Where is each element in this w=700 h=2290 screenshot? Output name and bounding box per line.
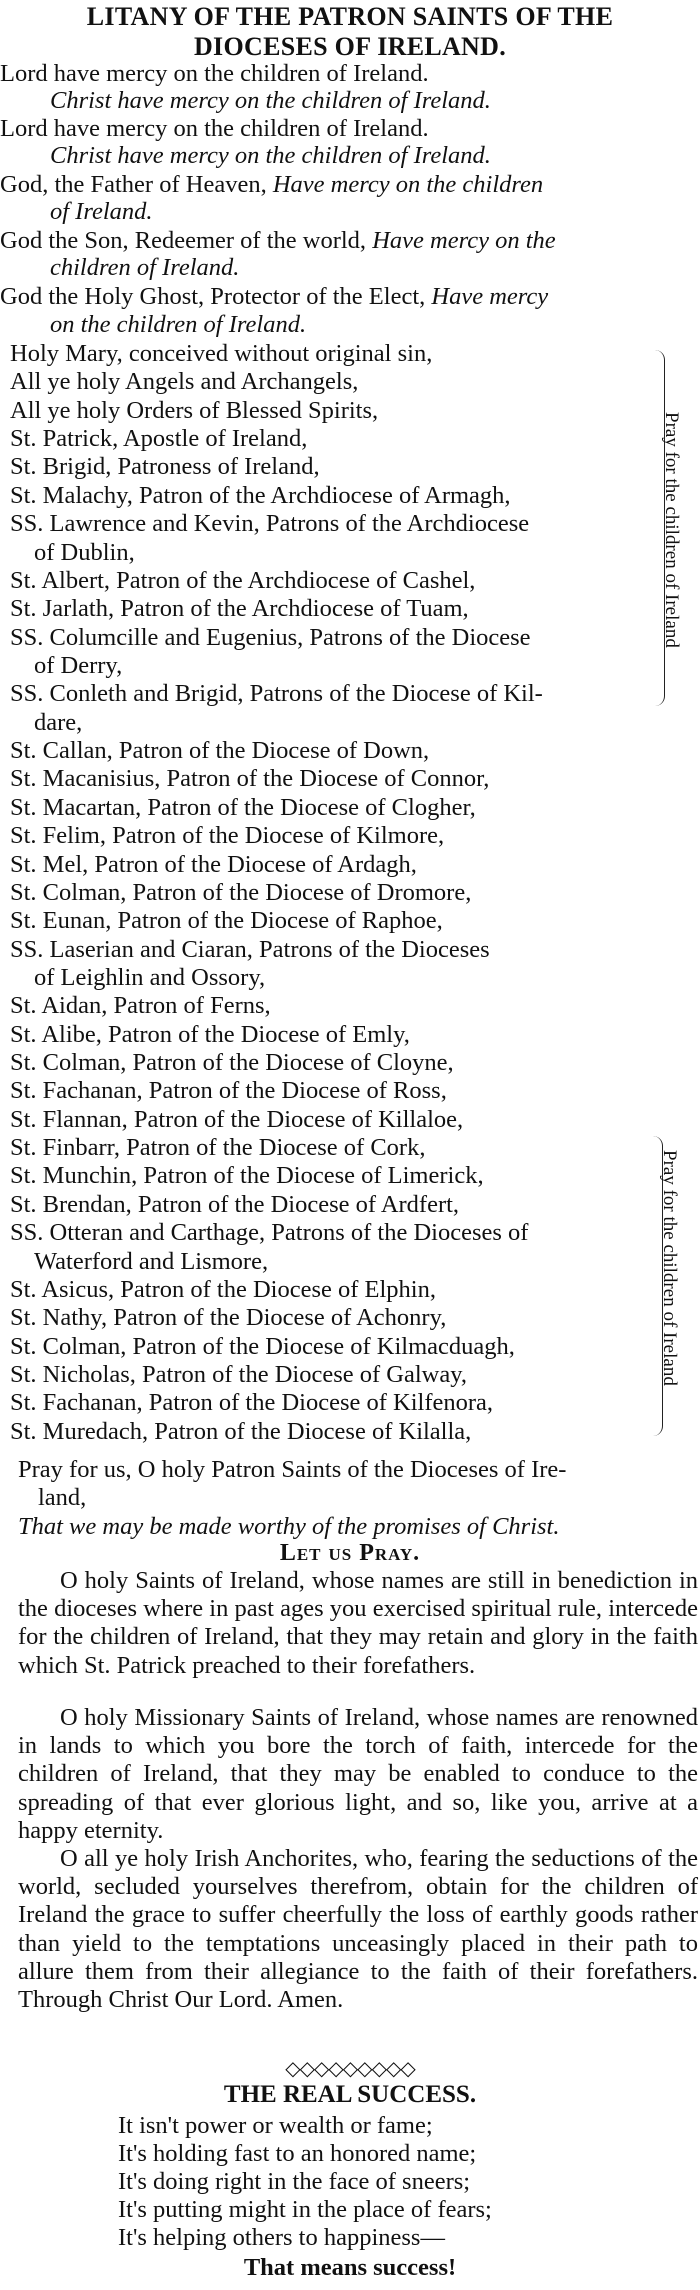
saint-line: SS. Otteran and Carthage, Patrons of the Dioceses of: [10, 1219, 529, 1247]
saint-line: St. Flannan, Patron of the Diocese of Killaloe,: [10, 1105, 464, 1133]
invocation-line: [0, 283, 548, 311]
saint-line: St. Eunan, Patron of the Diocese of Raphoe,: [10, 907, 443, 935]
saint-line: St. Finbarr, Patron of the Diocese of Cork,: [10, 1134, 426, 1162]
poem-line: It's holding fast to an honored name;: [118, 2140, 477, 2167]
invocation-line: [50, 311, 306, 339]
invocation-line: [0, 171, 543, 199]
saint-line: St. Nicholas, Patron of the Diocese of Galway,: [10, 1361, 467, 1388]
title-line-2: DIOCESES OF IRELAND.: [193, 32, 507, 61]
invocation-text: Lord have mercy on the children of Ireland.: [0, 60, 429, 87]
invocation-response: Christ have mercy on the children of Ireland.: [50, 87, 491, 114]
saint-line: St. Alibe, Patron of the Diocese of Emly,: [10, 1020, 410, 1048]
prayer-heading: Let us Pray.: [279, 1540, 421, 1566]
saint-line: St. Felim, Patron of the Diocese of Kilmore,: [10, 822, 445, 850]
saint-line: St. Macanisius, Patron of the Diocese of Connor,: [10, 765, 490, 793]
saint-line: St. Aidan, Patron of Ferns,: [10, 992, 271, 1020]
invocation-response: Have mercy on the children: [272, 171, 544, 198]
saint-line: St. Colman, Patron of the Diocese of Cloyne,: [10, 1049, 454, 1076]
prayer-paragraph-1: O holy Saints of Ireland, whose names are still in benediction in the dioceses where in past ages you exercised spiritual rule, intercede for the children of Ireland, that they may retain and glory in the faith which St. Patrick preached to their forefathers.: [18, 1567, 698, 1679]
saint-line-continuation: Waterford and Lismore,: [34, 1247, 269, 1275]
saint-line: St. Albert, Patron of the Archdiocese of Cashel,: [10, 566, 476, 594]
saint-line-continuation: of Dublin,: [34, 538, 135, 566]
saint-line: SS. Conleth and Brigid, Patrons of the Diocese of Kil-: [10, 680, 543, 708]
poem-final-line: That means success!: [243, 2254, 457, 2281]
saint-line: St. Callan, Patron of the Diocese of Down,: [10, 737, 430, 764]
saint-line: SS. Columcille and Eugenius, Patrons of the Diocese: [10, 623, 531, 651]
saint-line: St. Muredach, Patron of the Diocese of Kilalla,: [10, 1417, 472, 1445]
saint-line: St. Jarlath, Patron of the Archdiocese of Tuam,: [10, 595, 469, 623]
invocation-line: [50, 87, 491, 115]
invocation-line: [0, 227, 556, 255]
closing-line-2: land,: [38, 1484, 87, 1511]
poem-title: THE REAL SUCCESS.: [223, 2081, 477, 2108]
prayer-paragraph-2: O holy Missionary Saints of Ireland, whose names are renowned in lands to which you bore the torch of faith, intercede for the children of Ireland, that they may be enabled to conduce to the spreading of that ever glorious light, and so, like you, arrive at a happy eternity.: [18, 1704, 698, 1844]
invocation-text: Lord have mercy on the children of Ireland.: [0, 115, 429, 142]
invocation-line: [50, 198, 153, 226]
invocation-text: God the Son, Redeemer of the world,: [0, 227, 373, 254]
saint-line: St. Colman, Patron of the Diocese of Dromore,: [10, 878, 472, 906]
saint-line: St. Mel, Patron of the Diocese of Ardagh,: [10, 850, 417, 878]
saint-line: St. Munchin, Patron of the Diocese of Limerick,: [10, 1162, 484, 1190]
saint-line: St. Colman, Patron of the Diocese of Kilmacduagh,: [10, 1332, 515, 1360]
invocation-response: on the children of Ireland.: [50, 311, 307, 338]
prayer-paragraph-3: O all ye holy Irish Anchorites, who, fearing the seductions of the world, secluded yourselves therefrom, obtain for the children of Ireland the grace to suffer cheerfully the loss of earthly goods rather than yield to the temptations unceasingly placed in their path to allure them from their allegiance to the faith of their forefathers. Through Christ Our Lord. Amen.: [18, 1845, 698, 2014]
saint-line: St. Fachanan, Patron of the Diocese of Kilfenora,: [10, 1389, 494, 1417]
saint-line-continuation: dare,: [34, 708, 83, 736]
ornamental-divider: ◇◇◇◇◇◇◇◇◇: [285, 2058, 415, 2080]
invocation-response: Have mercy on the: [372, 227, 556, 254]
saint-line: St. Fachanan, Patron of the Diocese of Ross,: [10, 1077, 447, 1105]
invocation-response: Have mercy: [431, 283, 549, 310]
invocation-response: of Ireland.: [50, 198, 153, 225]
title-line-1: LITANY OF THE PATRON SAINTS OF THE: [86, 2, 614, 31]
saint-line: St. Brendan, Patron of the Diocese of Ardfert,: [10, 1190, 460, 1218]
invocation-line: [0, 115, 429, 143]
invocation-text: God, the Father of Heaven,: [0, 171, 273, 198]
poem-line: It's helping others to happiness—: [118, 2224, 445, 2251]
saint-line-continuation: of Derry,: [34, 652, 123, 679]
invocation-text: God the Holy Ghost, Protector of the Elect,: [0, 283, 432, 310]
side-response-upper: Pray for the children of Ireland: [661, 412, 682, 648]
saint-line: St. Brigid, Patroness of Ireland,: [10, 453, 320, 481]
side-response-lower: Pray for the children of Ireland: [659, 1150, 680, 1386]
invocation-line: [50, 254, 239, 282]
poem-line: It's doing right in the face of sneers;: [118, 2168, 471, 2195]
saint-line: St. Nathy, Patron of the Diocese of Achonry,: [10, 1304, 447, 1332]
saint-line: All ye holy Orders of Blessed Spirits,: [10, 396, 379, 424]
saint-line: Holy Mary, conceived without original sin,: [10, 340, 433, 367]
poem-line: It isn't power or wealth or fame;: [118, 2112, 433, 2139]
saint-line: St. Asicus, Patron of the Diocese of Elphin,: [10, 1275, 436, 1303]
closing-line-1: Pray for us, O holy Patron Saints of the Dioceses of Ire-: [18, 1456, 567, 1483]
invocation-response: Christ have mercy on the children of Ireland.: [50, 142, 491, 169]
saint-line: All ye holy Angels and Archangels,: [10, 368, 359, 396]
saint-line: St. Malachy, Patron of the Archdiocese of Armagh,: [10, 481, 511, 509]
saint-line: SS. Lawrence and Kevin, Patrons of the Archdiocese: [10, 510, 530, 538]
saint-line: St. Patrick, Apostle of Ireland,: [10, 425, 308, 453]
invocation-response: children of Ireland.: [50, 254, 240, 281]
invocation-line: [0, 60, 429, 88]
saint-line-continuation: of Leighlin and Ossory,: [34, 963, 266, 991]
closing-response: That we may be made worthy of the promises of Christ.: [18, 1513, 560, 1540]
saint-line: SS. Laserian and Ciaran, Patrons of the Dioceses: [10, 935, 490, 963]
saint-line: St. Macartan, Patron of the Diocese of Clogher,: [10, 793, 476, 821]
invocation-line: [50, 142, 491, 170]
poem-line: It's putting might in the place of fears;: [118, 2196, 492, 2223]
